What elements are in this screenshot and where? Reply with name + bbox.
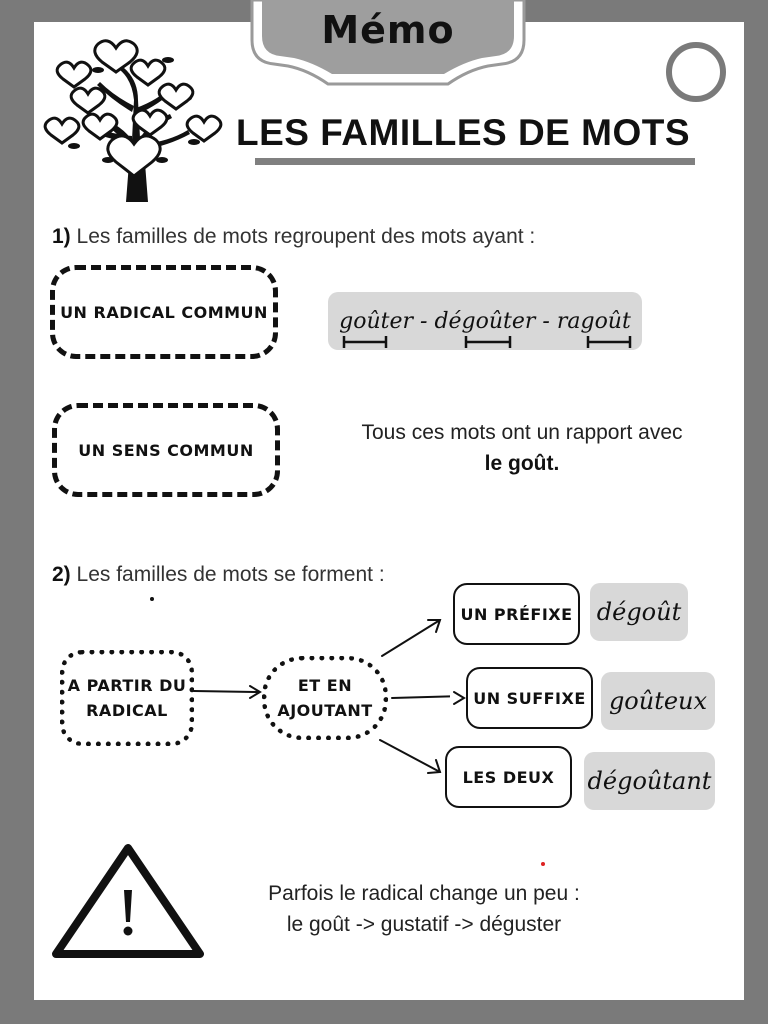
memo-label: Mémo [321, 8, 455, 52]
start-box-line1: A PARTIR DU [67, 676, 187, 695]
section1-intro-text: Les familles de mots regroupent des mots ayant : [76, 225, 536, 248]
warning-line1: Parfois le radical change un peu : [268, 882, 580, 905]
sens-text-line2: le goût. [484, 452, 560, 475]
deux-example-text: dégoûtant [587, 767, 712, 795]
arrow-to-prefixe [382, 620, 440, 656]
title-underline [255, 158, 695, 165]
section1-intro [52, 225, 535, 249]
prefixe-box: UN PRÉFIXE [453, 583, 580, 645]
warning-line2: le goût -> gustatif -> déguster [286, 913, 562, 936]
arrow-to-deux [380, 740, 440, 772]
arrow-head-suffixe [390, 688, 470, 708]
deux-example-pill [584, 752, 715, 810]
suffixe-example-pill [601, 672, 715, 730]
radical-underline-marks [340, 330, 640, 350]
radical-example-text: goûter - dégoûter - ragoût [339, 308, 631, 334]
suffixe-example-text: goûteux [608, 687, 708, 715]
suffixe-box: UN SUFFIXE [466, 667, 593, 729]
section2-number: 2) [52, 563, 71, 586]
section2-intro-text: Les familles de mots se forment : [76, 563, 385, 586]
prefixe-example-pill [590, 583, 688, 641]
arrow-to-ajoutant [194, 691, 258, 692]
section1-number: 1) [52, 225, 71, 248]
page-title: LES FAMILLES DE MOTS [236, 112, 691, 153]
warning-text [224, 878, 624, 940]
red-dot [541, 862, 545, 866]
deux-box: LES DEUX [445, 746, 572, 808]
mid-box-line2: AJOUTANT [277, 701, 373, 720]
sens-text-line1: Tous ces mots ont un rapport avec [361, 421, 683, 444]
mid-box-line1: ET EN [297, 676, 353, 695]
sens-commun-box: UN SENS COMMUN [52, 403, 280, 497]
section2-intro [52, 563, 385, 587]
stray-dot [150, 597, 154, 601]
warning-triangle-icon [50, 842, 206, 960]
sens-commun-explanation [322, 417, 722, 479]
start-box-line2: RADICAL [86, 701, 168, 720]
circle-mark [666, 42, 726, 102]
radical-start-box [60, 650, 194, 746]
prefixe-example-text: dégoût [596, 598, 682, 626]
radical-commun-box: UN RADICAL COMMUN [50, 265, 278, 359]
tree-hearts-icon [38, 30, 228, 205]
